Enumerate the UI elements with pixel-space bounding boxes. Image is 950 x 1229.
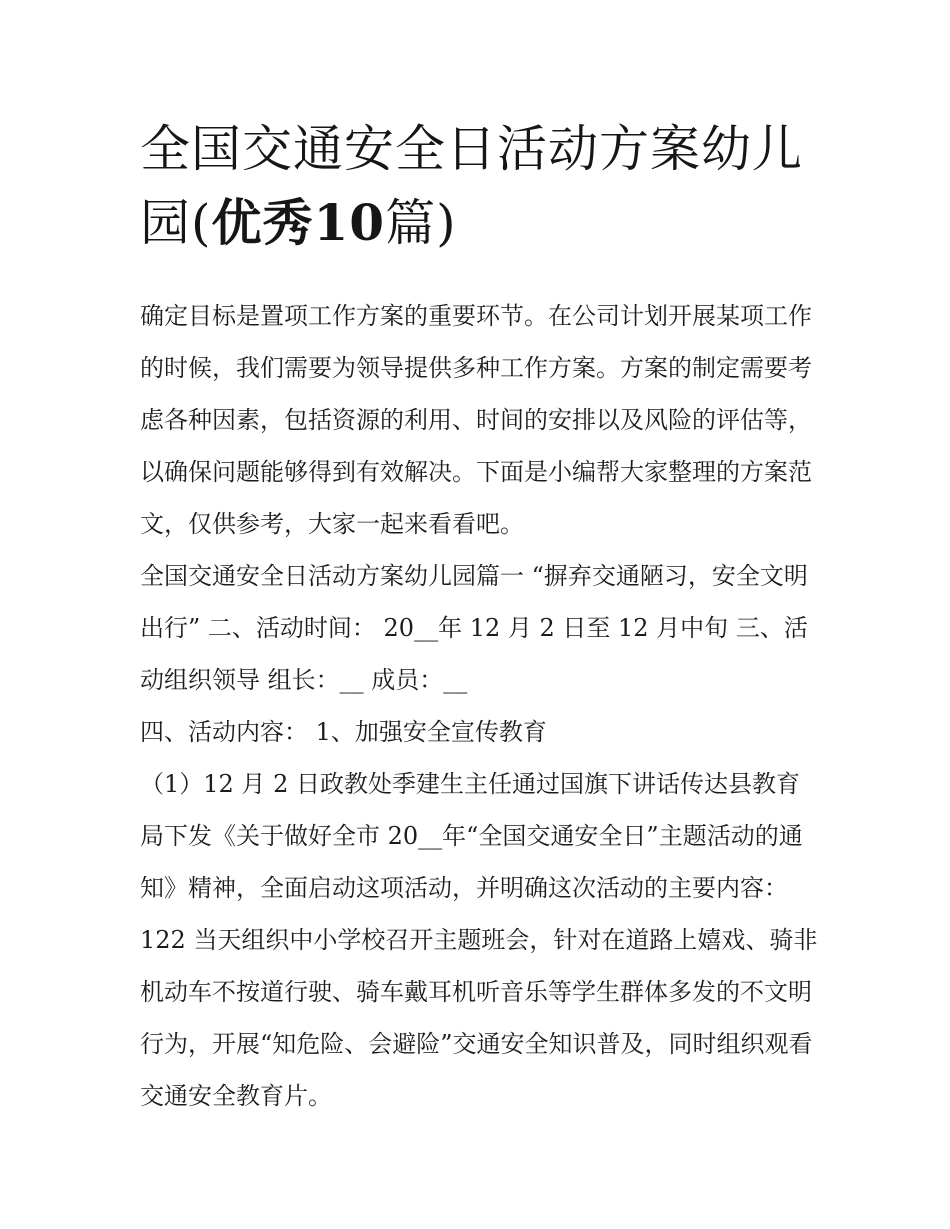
title-number: 10 — [313, 193, 386, 252]
section-one-paragraph: 全国交通安全日活动方案幼儿园篇一 “摒弃交通陋习，安全文明出行” 二、活动时间： 20__年 12 月 2 日至 12 月中旬 三、活动组织领导 组长：__ 成员：__ — [140, 562, 808, 694]
intro-paragraph: 确定目标是置项工作方案的重要环节。在公司计划开展某项工作的时候，我们需要为领导提供多种工作方案。方案的制定需要考虑各种因素，包括资源的利用、时间的安排以及风险的评估等，以确保问题能够得到有效解决。下面是小编帮大家整理的方案范文，仅供参考，大家一起来看看吧。 — [140, 302, 812, 538]
title-text: 全国交通安全日活动方案幼儿园( — [140, 120, 803, 252]
document-body — [140, 290, 820, 1122]
title-end: 篇) — [385, 194, 457, 252]
activity-detail-paragraph: （1）12 月 2 日政教处季建生主任通过国旗下讲话传达县教育局下发《关于做好全市 20__年“全国交通安全日”主题活动的通知》精神，全面启动这项活动，并明确这次活动的主要内容：122 当天组织中小学校召开主题班会，针对在道路上嬉戏、骑非机动车不按道行驶、骑车戴耳机听音乐等学生群体多发的不文明行为，开展“知危险、会避险”交通安全知识普及，同时组织观看交通安全教育片。 — [140, 770, 818, 1110]
document-title — [140, 112, 820, 260]
title-bold-text: 优秀 — [211, 193, 314, 252]
activity-content-heading: 四、活动内容： 1、加强安全宣传教育 — [140, 718, 547, 746]
